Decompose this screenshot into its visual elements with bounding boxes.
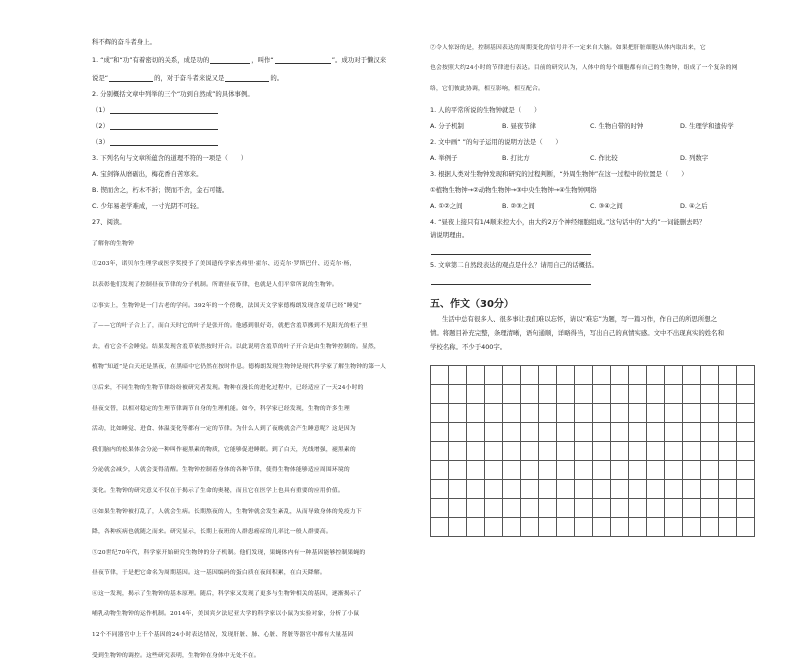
grid-cell[interactable] [503, 518, 521, 537]
passage-line: 分泌就会减少，人就会变得清醒。生物钟控制着身体的各种节律，使得生物体能够适应周围环境的 [92, 467, 350, 474]
passage-line: ⑦令人惊讶的是，控制基因表达的周期变化的信号并不一定来自大脑。如果把肝脏细胞从体内取出来，它 [430, 44, 706, 51]
grid-cell[interactable] [737, 366, 755, 385]
passage-line: ②事实上，生物钟是一门古老的学问。392年的一个傍晚，法国天文学家德梅朗发现含羞草已经“睡觉” [92, 302, 362, 309]
passage-line: 络，它们彼此协调，相互影响，相互配合。 [430, 85, 544, 92]
grid-cell[interactable] [557, 499, 575, 518]
grid-cell[interactable] [665, 404, 683, 423]
passage-line: 昼夜交替，以相对稳定的生理节律调节自身的生理机能。如今，科学家已经发现，生物的许多生理 [92, 405, 350, 412]
question-4: 4. “昼夜上接只有1/4顺来控大小，由大约2万个神经细胞组成。”这句话中的“大约”一词能删去吗？ [430, 217, 706, 226]
grid-cell[interactable] [431, 423, 449, 442]
option-d[interactable]: D. 生理学和遗传学 [680, 121, 734, 130]
grid-cell[interactable] [539, 499, 557, 518]
grid-cell[interactable] [539, 366, 557, 385]
grid-cell[interactable] [629, 423, 647, 442]
grid-cell[interactable] [503, 423, 521, 442]
question-1: 1. 人的平常所说的生物钟就是（ ） [430, 105, 541, 114]
answer-line [430, 247, 770, 261]
grid-cell[interactable] [683, 518, 701, 537]
answer-blank[interactable] [210, 57, 250, 64]
grid-cell[interactable] [467, 518, 485, 537]
grid-cell[interactable] [737, 461, 755, 480]
question-3: 3. 根据人类对生物钟发现和研究的过程判断，“外周生物钟”在这一过程中的位置是（ ） [430, 169, 688, 178]
grid-cell[interactable] [431, 404, 449, 423]
grid-cell[interactable] [665, 423, 683, 442]
grid-cell[interactable] [503, 366, 521, 385]
grid-cell[interactable] [719, 404, 737, 423]
grid-cell[interactable] [575, 366, 593, 385]
grid-cell[interactable] [449, 461, 467, 480]
grid-cell[interactable] [611, 518, 629, 537]
grid-cell[interactable] [467, 423, 485, 442]
grid-cell[interactable] [737, 480, 755, 499]
grid-cell[interactable] [449, 499, 467, 518]
grid-cell[interactable] [719, 518, 737, 537]
grid-cell[interactable] [647, 442, 665, 461]
grid-cell[interactable] [647, 404, 665, 423]
grid-cell[interactable] [539, 385, 557, 404]
question-text: ，叫作“ [251, 56, 274, 64]
grid-cell[interactable] [701, 404, 719, 423]
grid-cell[interactable] [467, 366, 485, 385]
grid-cell[interactable] [593, 518, 611, 537]
grid-cell[interactable] [629, 385, 647, 404]
question-3-chain: ①植物生物钟→②动物生物钟→③中央生物钟→④生物钟网络 [430, 185, 597, 194]
option-d[interactable]: D. 列数字 [680, 153, 709, 162]
grid-cell[interactable] [629, 518, 647, 537]
grid-cell[interactable] [575, 423, 593, 442]
grid-cell[interactable] [521, 499, 539, 518]
grid-cell[interactable] [593, 366, 611, 385]
grid-cell[interactable] [485, 442, 503, 461]
question-text: ”。成功对于懒汉来 [331, 56, 387, 64]
grid-cell[interactable] [647, 499, 665, 518]
grid-cell[interactable] [575, 404, 593, 423]
grid-cell[interactable] [485, 404, 503, 423]
grid-cell[interactable] [485, 518, 503, 537]
grid-cell[interactable] [737, 385, 755, 404]
grid-cell[interactable] [521, 385, 539, 404]
grid-cell[interactable] [449, 423, 467, 442]
grid-cell[interactable] [647, 518, 665, 537]
passage-line: 也会按照大约24小时的节律进行表达。目前的研究认为，人体中的每个细胞都有自己的生物钟，组成了一个复杂的网 [430, 65, 738, 72]
passage-line: ①203年，诺贝尔生理学或医学奖授予了美国遗传学家杰弗里·霍尔、迈克尔·罗斯巴什、迈克尔·杨， [92, 261, 356, 268]
grid-cell[interactable] [737, 499, 755, 518]
blank-label: （2） [92, 122, 109, 130]
grid-cell[interactable] [737, 404, 755, 423]
option-b[interactable]: B. 昼夜节律 [502, 121, 537, 130]
grid-cell[interactable] [665, 385, 683, 404]
grid-cell[interactable] [701, 480, 719, 499]
essay-writing-grid[interactable] [430, 365, 755, 537]
answer-line-1 [92, 106, 406, 122]
grid-cell[interactable] [701, 499, 719, 518]
grid-cell[interactable] [539, 480, 557, 499]
passage-line: 活动，比如睡觉、进食、体温变化等都有一定的节律。为什么人到了夜晚就会产生睡意呢？这是因为 [92, 426, 356, 433]
grid-cell[interactable] [629, 404, 647, 423]
blank-label: （1） [92, 106, 109, 114]
grid-cell[interactable] [611, 480, 629, 499]
passage-line: ③后来，不同生物的生物节律纷纷被研究者发现。物种在漫长的进化过程中，已经适应了一天24小时的 [92, 384, 364, 391]
grid-cell[interactable] [665, 499, 683, 518]
option-c[interactable]: C. 生物自带的时钟 [590, 121, 644, 130]
grid-cell[interactable] [575, 461, 593, 480]
question-text: 1. “成”和“功”有着密切的关系，成是功的 [92, 56, 210, 64]
grid-cell[interactable] [557, 442, 575, 461]
question-3-options [430, 202, 770, 218]
answer-blank[interactable] [110, 107, 218, 114]
answer-blank[interactable] [109, 75, 153, 82]
grid-cell[interactable] [431, 480, 449, 499]
question-5: 5. 文章第二自然段表达的观点是什么？请用自己的话概括。 [430, 260, 598, 269]
grid-cell[interactable] [449, 366, 467, 385]
option-a[interactable]: A. 宝剑锋从磨砺出，梅花香自苦寒来。 [92, 170, 203, 178]
grid-cell[interactable] [683, 366, 701, 385]
grid-cell[interactable] [737, 518, 755, 537]
grid-cell[interactable] [593, 423, 611, 442]
grid-cell[interactable] [557, 461, 575, 480]
answer-line [430, 277, 770, 291]
grid-cell[interactable] [683, 461, 701, 480]
grid-cell[interactable] [431, 461, 449, 480]
grid-cell[interactable] [611, 423, 629, 442]
grid-cell[interactable] [683, 404, 701, 423]
answer-line-3 [92, 138, 406, 154]
grid-cell[interactable] [467, 442, 485, 461]
passage-line: 去，看它会不会睡觉。结果发现含羞草依然按时开合。以此说明含羞草的叶子开合是由生物钟控制的。显然， [92, 343, 380, 350]
grid-cell[interactable] [719, 461, 737, 480]
grid-cell[interactable] [611, 404, 629, 423]
grid-cell[interactable] [683, 423, 701, 442]
grid-cell[interactable] [467, 499, 485, 518]
question-4-continued [430, 231, 770, 247]
grid-cell[interactable] [503, 461, 521, 480]
grid-cell[interactable] [521, 518, 539, 537]
grid-cell[interactable] [593, 442, 611, 461]
grid-cell[interactable] [539, 404, 557, 423]
passage-line: 12个不同器官中上千个基因的24小时表达情况，发现肝脏、肺、心脏、肾脏等器官中都有大量基因 [92, 632, 354, 639]
answer-blank[interactable] [431, 278, 591, 285]
option-b[interactable]: B. 打比方 [502, 153, 530, 162]
grid-cell[interactable] [701, 461, 719, 480]
grid-cell[interactable] [431, 442, 449, 461]
answer-blank[interactable] [275, 57, 331, 64]
grid-cell[interactable] [611, 461, 629, 480]
answer-blank[interactable] [110, 139, 218, 146]
option-d[interactable]: D. ④之后 [680, 201, 708, 210]
grid-cell[interactable] [449, 385, 467, 404]
passage-line: 了——它的叶子合上了，而白天时它的叶子是张开的。他感到很好奇，就把含羞草搬到不见阳光的柜子里 [92, 323, 368, 330]
grid-cell[interactable] [647, 385, 665, 404]
grid-cell[interactable] [683, 442, 701, 461]
passage-line: 昼夜节律，于是把它命名为周期基因。这一基因编码的蛋白质在夜间积累，在白天降解。 [92, 570, 326, 577]
passage-line: ④如果生物钟被打乱了，人就会生病。长期熬夜的人，生物钟就会发生紊乱，从而导致身体的免疫力下 [92, 508, 362, 515]
grid-cell[interactable] [701, 385, 719, 404]
grid-cell[interactable] [539, 423, 557, 442]
grid-cell[interactable] [593, 385, 611, 404]
grid-cell[interactable] [539, 461, 557, 480]
text-line: 科不辉的奋斗者身上。 [92, 38, 156, 46]
grid-cell[interactable] [539, 518, 557, 537]
grid-cell[interactable] [719, 480, 737, 499]
grid-cell[interactable] [557, 423, 575, 442]
reading-passage [92, 260, 406, 666]
grid-cell[interactable] [701, 366, 719, 385]
grid-cell[interactable] [449, 442, 467, 461]
option-a[interactable]: A. ①②之间 [430, 201, 463, 210]
question-1-options [430, 122, 770, 138]
grid-cell[interactable] [485, 499, 503, 518]
passage-line: ⑤20世纪70年代，科学家开始研究生物钟的分子机制。他们发现，果蝇体内有一种基因能够控制果蝇的 [92, 549, 366, 556]
grid-cell[interactable] [467, 480, 485, 499]
grid-cell[interactable] [665, 480, 683, 499]
grid-cell[interactable] [575, 518, 593, 537]
grid-cell[interactable] [503, 442, 521, 461]
essay-prompt-line: 学校名称。不少于400字。 [430, 342, 507, 351]
grid-cell[interactable] [503, 385, 521, 404]
option-c[interactable]: C. 作比较 [590, 153, 618, 162]
grid-cell[interactable] [701, 518, 719, 537]
grid-cell[interactable] [629, 366, 647, 385]
grid-cell[interactable] [449, 518, 467, 537]
grid-cell[interactable] [431, 499, 449, 518]
option-c[interactable]: C. 少年易老学难成，一寸光阴不可轻。 [92, 202, 203, 210]
passage-line: 受到生物钟的调控。这些研究表明，生物钟在身体中无处不在。 [92, 652, 260, 659]
grid-cell[interactable] [593, 480, 611, 499]
grid-cell[interactable] [431, 518, 449, 537]
grid-cell[interactable] [575, 480, 593, 499]
grid-cell[interactable] [719, 385, 737, 404]
passage-line: 植物“知道”是白天还是黑夜，在黑暗中它仍然在按时作息。德梅朗发现生物钟是现代科学家了解生物钟的第一人 [92, 364, 387, 371]
grid-cell[interactable] [557, 366, 575, 385]
question-3: 3. 下列名句与文章所蕴含的道理不符的一项是（ ） [92, 154, 248, 162]
question-1-line-2 [92, 74, 406, 90]
grid-cell[interactable] [719, 366, 737, 385]
grid-cell[interactable] [611, 442, 629, 461]
grid-cell[interactable] [557, 518, 575, 537]
grid-cell[interactable] [719, 499, 737, 518]
question-2: 2. 文中画“ ”的句子运用的说明方法是（ ） [430, 137, 562, 146]
blank-label: （3） [92, 138, 109, 146]
grid-cell[interactable] [611, 366, 629, 385]
grid-cell[interactable] [737, 442, 755, 461]
question-text: 请说明理由。 [430, 230, 469, 239]
passage-line: 哺乳动物生物钟的运作机制。2014年，美国宾夕法尼亚大学的科学家以小鼠为实验对象，分析了小鼠 [92, 611, 360, 618]
grid-cell[interactable] [665, 442, 683, 461]
question-1-line [92, 56, 406, 74]
answer-line-2 [92, 122, 406, 138]
grid-cell[interactable] [557, 480, 575, 499]
grid-cell[interactable] [503, 480, 521, 499]
grid-cell[interactable] [629, 480, 647, 499]
grid-cell[interactable] [521, 461, 539, 480]
grid-cell[interactable] [467, 461, 485, 480]
grid-cell[interactable] [449, 404, 467, 423]
grid-cell[interactable] [431, 366, 449, 385]
grid-cell[interactable] [521, 480, 539, 499]
essay-prompt-line: 生活中总有很多人、很多事让我们难以忘怀，请以“难忘”为题，写一篇习作，作自己的所思所想之 [442, 314, 718, 323]
passage-title: 了解你的生物钟 [92, 240, 134, 247]
grid-cell[interactable] [719, 423, 737, 442]
grid-cell[interactable] [629, 461, 647, 480]
passage-line: 变化。生物钟的研究意义不仅在于揭示了生命的奥秘，而且它在医学上也具有重要的应用价值。 [92, 487, 344, 494]
grid-cell[interactable] [701, 423, 719, 442]
grid-cell[interactable] [647, 461, 665, 480]
passage-line: 我们脑内的松果体会分泌一种叫作褪黑素的物质，它能够促进睡眠。到了白天，光线增强，褪黑素的 [92, 446, 356, 453]
essay-prompt-line: 情。将题目补充完整，条理清晰，语句通顺，详略得当，写出自己的真情实感。文中不出现真实的姓名和 [430, 328, 724, 337]
passage-line: 降，各种疾病也就随之而来。研究显示，长期上夜班的人群患癌症的几率比一般人群要高。 [92, 529, 332, 536]
grid-cell[interactable] [647, 423, 665, 442]
grid-cell[interactable] [431, 385, 449, 404]
answer-blank[interactable] [225, 75, 269, 82]
grid-cell[interactable] [683, 499, 701, 518]
grid-cell[interactable] [683, 385, 701, 404]
grid-cell[interactable] [719, 442, 737, 461]
left-column [92, 38, 406, 672]
grid-cell[interactable] [485, 461, 503, 480]
grid-cell[interactable] [467, 385, 485, 404]
grid-cell[interactable] [521, 442, 539, 461]
grid-cell[interactable] [485, 423, 503, 442]
question-text: 的，对于奋斗者来说又是 [154, 74, 225, 82]
grid-cell[interactable] [557, 385, 575, 404]
grid-cell[interactable] [575, 385, 593, 404]
option-a[interactable]: A. 举例子 [430, 153, 458, 162]
grid-cell[interactable] [683, 480, 701, 499]
grid-cell[interactable] [539, 442, 557, 461]
grid-cell[interactable] [665, 366, 683, 385]
grid-cell[interactable] [665, 518, 683, 537]
grid-cell[interactable] [485, 385, 503, 404]
section-heading: 五、作文（30分） [430, 298, 514, 310]
option-b[interactable]: B. 锲而舍之，朽木不折；锲而不舍，金石可镂。 [92, 186, 229, 194]
grid-cell[interactable] [629, 442, 647, 461]
option-c[interactable]: C. ③④之间 [590, 201, 623, 210]
answer-blank[interactable] [431, 248, 591, 255]
question-2-options [430, 154, 770, 170]
question-text: 说是“ [92, 74, 109, 82]
grid-cell[interactable] [593, 499, 611, 518]
grid-cell[interactable] [701, 442, 719, 461]
grid-cell[interactable] [575, 442, 593, 461]
grid-cell[interactable] [611, 499, 629, 518]
grid-cell[interactable] [593, 404, 611, 423]
question-2: 2. 分别概括文章中列举的三个“功到自然成”的具体事例。 [92, 90, 254, 98]
grid-cell[interactable] [647, 366, 665, 385]
passage-line: 以表彰他们发现了控制昼夜节律的分子机制。所谓昼夜节律，也就是人们平常所说的生物钟。 [92, 281, 338, 288]
grid-cell[interactable] [557, 404, 575, 423]
grid-cell[interactable] [503, 499, 521, 518]
option-b[interactable]: B. ②③之间 [502, 201, 535, 210]
option-a[interactable]: A. 分子机制 [430, 121, 464, 130]
grid-cell[interactable] [665, 461, 683, 480]
grid-cell[interactable] [629, 499, 647, 518]
question-27: 27、阅读。 [92, 218, 126, 226]
grid-cell[interactable] [521, 404, 539, 423]
right-column [430, 38, 770, 537]
grid-cell[interactable] [737, 423, 755, 442]
grid-cell[interactable] [485, 366, 503, 385]
grid-cell[interactable] [611, 385, 629, 404]
grid-cell[interactable] [467, 404, 485, 423]
grid-cell[interactable] [449, 480, 467, 499]
grid-cell[interactable] [521, 423, 539, 442]
grid-cell[interactable] [503, 404, 521, 423]
grid-cell[interactable] [593, 461, 611, 480]
question-text: 的。 [270, 74, 284, 82]
grid-cell[interactable] [485, 480, 503, 499]
grid-cell[interactable] [521, 366, 539, 385]
passage-line: ⑥这一发现，揭示了生物钟的基本原理。随后，科学家又发现了更多与生物钟相关的基因，逐渐揭示了 [92, 590, 362, 597]
grid-cell[interactable] [575, 499, 593, 518]
grid-cell[interactable] [647, 480, 665, 499]
answer-blank[interactable] [110, 123, 218, 130]
